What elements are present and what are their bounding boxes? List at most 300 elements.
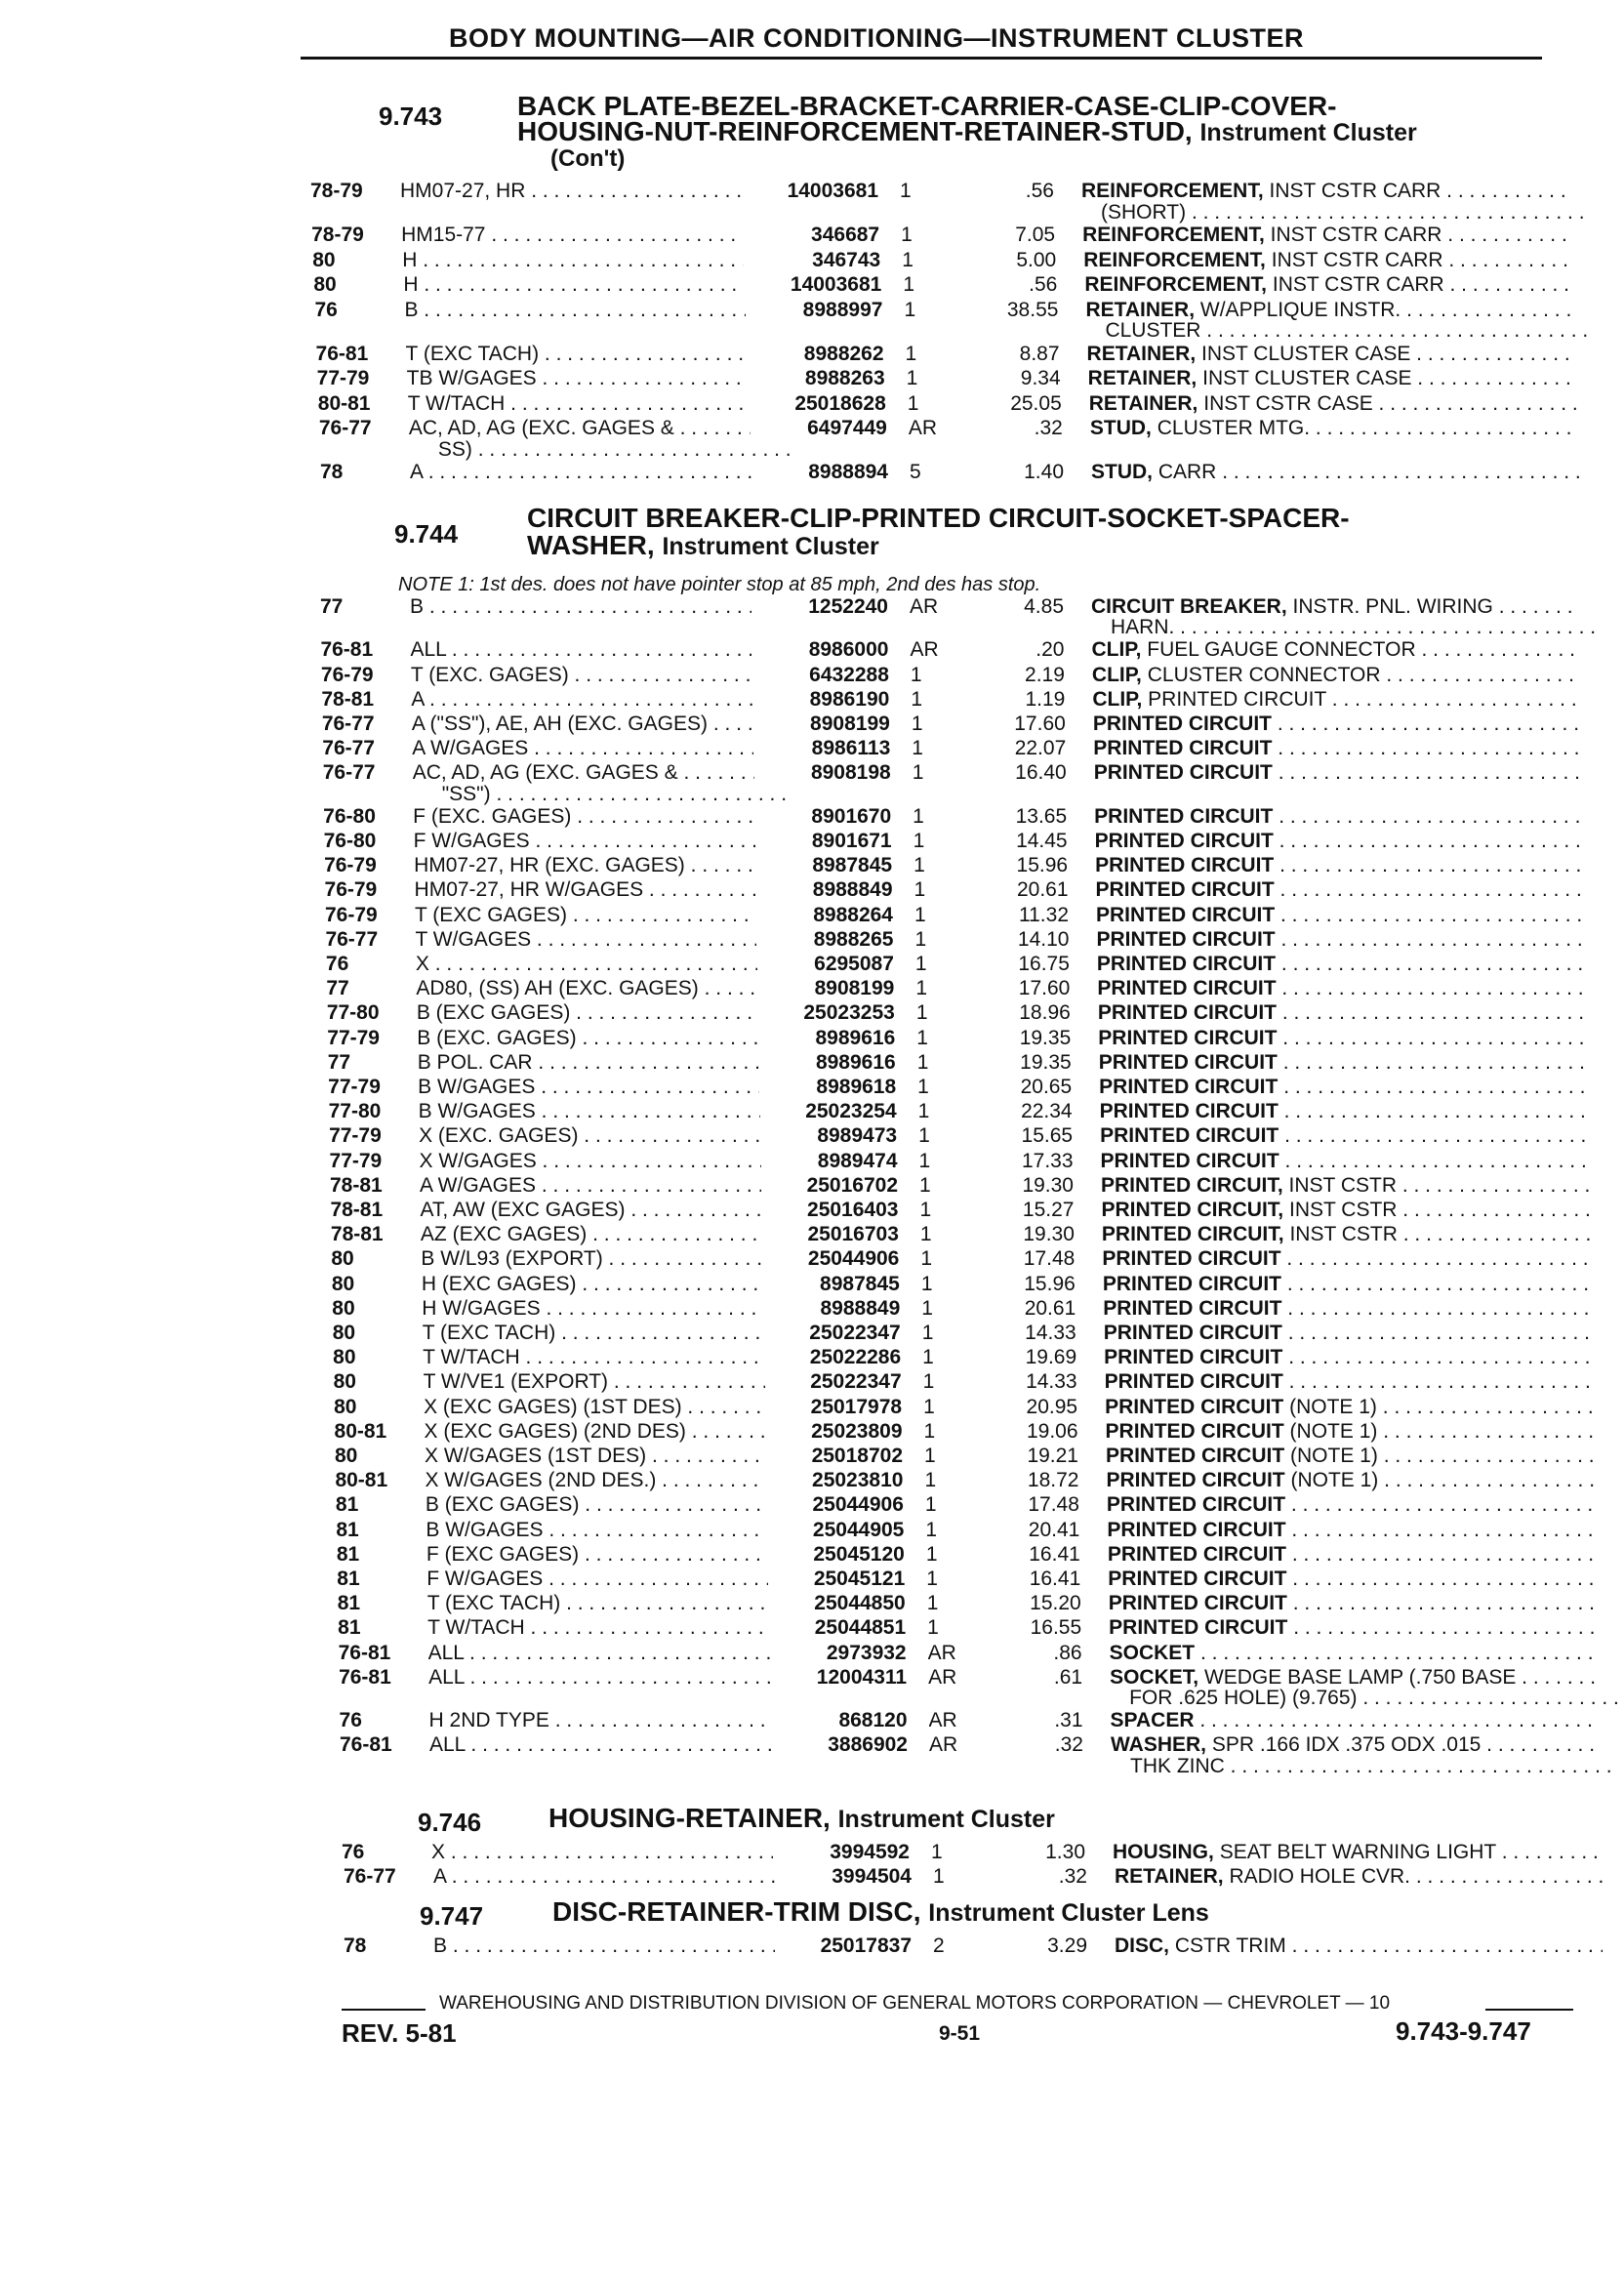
quantity-cell: 1 [914, 927, 927, 951]
price-cell: 19.06 [1026, 1419, 1078, 1443]
year-cell: 77-79 [327, 1026, 380, 1049]
description-main: PRINTED CIRCUIT [1109, 1616, 1288, 1640]
table-row [20, 1199, 1624, 1224]
footer-text: WAREHOUSING AND DISTRIBUTION DIVISION OF GENERAL MOTORS CORPORATION — CHEVROLET — 10 [439, 1993, 1391, 2014]
price-cell: 8.87 [1019, 342, 1060, 365]
table-row [12, 737, 1624, 762]
part-number-cell: 8988264 [756, 904, 893, 927]
description-cell [1106, 1469, 1594, 1492]
description-cell [1092, 664, 1580, 687]
year-cell: 77-79 [329, 1124, 382, 1148]
part-number-cell: 25022286 [764, 1346, 901, 1369]
part-number-cell: 25022347 [765, 1370, 902, 1394]
description-detail [1291, 1493, 1595, 1516]
model-cell: B . . . [404, 299, 755, 322]
table-row-continuation [9, 438, 1624, 464]
description-cell [1099, 1076, 1587, 1099]
part-number-cell: 25023809 [766, 1420, 903, 1444]
table-row [17, 1001, 1624, 1027]
part-number-cell: 8986190 [752, 688, 889, 712]
description-main: WASHER, [1111, 1733, 1207, 1757]
description-detail: (NOTE 1) . . . [1290, 1420, 1594, 1443]
quantity-cell: AR [910, 595, 939, 618]
quantity-cell: 1 [914, 953, 927, 975]
description-detail [1282, 1027, 1586, 1049]
table-row [24, 1469, 1624, 1494]
year-cell: 80 [333, 1346, 356, 1369]
part-number-cell: 25044905 [767, 1519, 904, 1542]
year-cell: 80 [335, 1445, 358, 1467]
quantity-cell: AR [928, 1665, 957, 1689]
part-number-cell: 8988997 [746, 299, 882, 322]
quantity-cell: 1 [911, 687, 923, 711]
part-number-cell: 8989474 [761, 1150, 898, 1173]
description-detail: W/APPLIQUE INSTR. . . . [1200, 299, 1574, 321]
section-title-line: HOUSING-NUT-REINFORCEMENT-RETAINER-STUD, Instrument Cluster [517, 116, 1417, 146]
model-cell: B (EXC. GAGES) . . . [417, 1027, 768, 1050]
price-cell: 17.48 [1028, 1493, 1079, 1517]
model-cell: X . . . [416, 953, 767, 976]
part-number-cell: 25018702 [766, 1445, 903, 1468]
year-cell: 76-80 [323, 804, 376, 828]
description-detail: CLUSTER MTG. . . . [1157, 417, 1578, 439]
quantity-cell: 1 [920, 1247, 933, 1271]
description-main: PRINTED CIRCUIT [1108, 1568, 1287, 1590]
table-row [7, 367, 1624, 392]
description-main: RETAINER, [1115, 1865, 1224, 1888]
description-cell [1101, 1150, 1589, 1173]
description-main: PRINTED CIRCUIT [1097, 977, 1277, 1000]
model-cell: X (EXC. GAGES) . . . [419, 1124, 770, 1148]
description-detail: WEDGE BASE LAMP (.750 BASE . . . [1204, 1666, 1598, 1689]
description-cell [1098, 1027, 1586, 1050]
description-cell [1102, 1223, 1590, 1246]
price-cell: 3.29 [1047, 1934, 1087, 1957]
price-cell: 19.30 [1023, 1223, 1075, 1246]
quantity-cell: 1 [925, 1518, 938, 1541]
description-main: SOCKET, [1110, 1665, 1199, 1689]
description-cell [1096, 904, 1584, 927]
description-main: REINFORCEMENT, [1084, 273, 1268, 296]
quantity-cell: 5 [910, 461, 921, 483]
description-detail [1292, 1568, 1596, 1590]
year-cell: 76-79 [324, 878, 378, 902]
model-cell: T (EXC TACH) . . . [406, 343, 757, 366]
price-cell: 15.27 [1022, 1199, 1075, 1221]
description-cell [1115, 1934, 1603, 1958]
quantity-cell: 1 [902, 248, 914, 271]
year-cell: 76-79 [320, 663, 374, 686]
price-cell: 5.00 [1016, 248, 1057, 271]
description-detail [1279, 805, 1582, 828]
description-cell [1091, 638, 1579, 662]
year-cell: 80-81 [335, 1469, 388, 1492]
model-cell: AZ (EXC GAGES) . . . [421, 1223, 772, 1246]
table-row [3, 273, 1624, 299]
description-detail [1278, 712, 1581, 735]
description-cell [1083, 249, 1571, 272]
description-detail: FUEL GAUGE CONNECTOR . . . [1147, 638, 1579, 661]
quantity-cell: 1 [922, 1370, 935, 1394]
description-detail [1291, 1519, 1595, 1541]
price-cell: 17.48 [1023, 1247, 1076, 1271]
description-continued [1130, 1755, 1618, 1778]
description-main: PRINTED CIRCUIT [1094, 830, 1274, 852]
price-cell: 18.96 [1019, 1001, 1071, 1025]
part-number-cell: 8908198 [754, 761, 891, 785]
description-main: PRINTED CIRCUIT [1094, 804, 1274, 828]
price-cell: 20.61 [1016, 878, 1069, 902]
model-cell: H . . . [402, 249, 753, 272]
description-cell [1111, 1709, 1599, 1732]
part-number-cell: 8988849 [756, 878, 893, 902]
description-continued [1111, 616, 1599, 639]
description-main: PRINTED CIRCUIT, [1101, 1173, 1283, 1197]
description-cell [1103, 1273, 1591, 1296]
part-number-cell: 8986113 [753, 737, 890, 760]
quantity-cell: 1 [918, 1124, 930, 1148]
table-row [18, 1076, 1624, 1101]
model-cell: H 2ND TYPE . . . [429, 1709, 781, 1732]
part-number-cell: 25016403 [761, 1199, 898, 1222]
price-cell: .56 [1025, 180, 1054, 202]
model-cell: T (EXC GAGES) . . . [415, 904, 766, 927]
price-cell: .86 [1053, 1641, 1082, 1664]
quantity-cell: 1 [900, 180, 912, 202]
description-cell [1097, 953, 1585, 976]
table-row-continuation [4, 319, 1624, 345]
table-row [27, 1592, 1624, 1617]
part-number-cell: 8908199 [753, 712, 890, 736]
description-main: CLIP, [1091, 638, 1142, 662]
description-cell [1108, 1568, 1596, 1591]
description-cell [1106, 1445, 1594, 1468]
table-row-continuation [0, 201, 1624, 226]
model-cell: A . . . [433, 1865, 785, 1889]
description-detail [1284, 1124, 1588, 1147]
table-row [13, 805, 1624, 831]
year-cell: 76-77 [321, 712, 375, 735]
footer-rule [1485, 2009, 1573, 2011]
quantity-cell: 1 [922, 1346, 934, 1369]
price-cell: 14.45 [1016, 830, 1068, 852]
description-cell [1103, 1297, 1591, 1321]
description-main: DISC, [1115, 1934, 1170, 1957]
description-main: PRINTED CIRCUIT [1098, 1050, 1278, 1074]
quantity-cell: 1 [911, 712, 923, 735]
part-number-cell: 25022347 [764, 1322, 901, 1345]
price-cell: 19.35 [1020, 1050, 1072, 1074]
year-cell: 76-77 [322, 761, 376, 785]
model-cell: H W/GAGES . . . [422, 1297, 773, 1321]
table-row [15, 878, 1624, 904]
year-cell: 81 [336, 1518, 359, 1541]
description-detail [1281, 953, 1585, 975]
part-number-cell: 25016702 [761, 1174, 898, 1198]
description-detail [1200, 1642, 1598, 1664]
model-cell: B W/GAGES . . . [426, 1519, 777, 1542]
quantity-cell: 1 [914, 903, 926, 926]
description-main: PRINTED CIRCUIT [1093, 761, 1273, 785]
footer-rule [342, 2009, 426, 2011]
part-number-cell: 25017837 [775, 1934, 912, 1958]
quantity-cell: 1 [913, 830, 925, 852]
part-number-cell: 8987845 [755, 854, 892, 877]
model-cell: F W/GAGES . . . [426, 1568, 778, 1591]
price-cell: 20.95 [1026, 1395, 1078, 1418]
part-number-cell: 25045121 [768, 1568, 905, 1591]
price-cell: 1.40 [1024, 461, 1064, 483]
table-row [23, 1370, 1624, 1396]
table-row [14, 854, 1624, 879]
description-detail: INST CSTR CARR . . . [1272, 249, 1571, 271]
table-row [1, 224, 1624, 249]
quantity-cell: 1 [912, 737, 923, 760]
description-main: PRINTED CIRCUIT [1103, 1296, 1282, 1320]
description-main: PRINTED CIRCUIT [1096, 953, 1277, 975]
part-number-cell: 25044906 [767, 1493, 904, 1517]
model-cell: T W/TACH . . . [408, 392, 759, 416]
description-detail: CLUSTER CONNECTOR . . . [1148, 664, 1580, 686]
description-main: PRINTED CIRCUIT [1105, 1419, 1284, 1443]
description-detail [1282, 1001, 1586, 1024]
quantity-cell: 1 [914, 878, 926, 902]
price-cell: 16.75 [1018, 953, 1070, 975]
part-number-cell: 6497449 [751, 417, 887, 440]
description-cell [1099, 1051, 1587, 1075]
table-row [6, 343, 1624, 368]
model-cell: T W/TACH . . . [427, 1616, 779, 1640]
quantity-cell: 1 [926, 1568, 938, 1590]
part-number-cell: 8989618 [759, 1076, 896, 1099]
part-number-cell: 3886902 [771, 1733, 908, 1757]
model-cell: A ("SS"), AE, AH (EXC. GAGES) . . . [412, 712, 763, 736]
model-cell-continued: "SS") . . . [442, 783, 793, 806]
part-number-cell: 8988849 [763, 1297, 900, 1321]
description-cell [1102, 1247, 1590, 1271]
model-cell-continued: SS) . . . [438, 438, 790, 462]
description-detail [1283, 1076, 1587, 1098]
revision-label: REV. 5-81 [342, 2018, 457, 2048]
price-cell: 19.35 [1019, 1026, 1072, 1049]
description-detail [1287, 1297, 1591, 1320]
description-continued-text: THK ZINC . . . [1130, 1755, 1618, 1777]
table-row [33, 1865, 1624, 1891]
description-continued [1105, 319, 1593, 343]
description-cell [1110, 1642, 1598, 1665]
description-continued-text: FOR .625 HOLE) (9.765) . . . [1129, 1687, 1617, 1709]
description-main: PRINTED CIRCUIT [1100, 1124, 1279, 1148]
part-number-cell: 8988263 [749, 367, 885, 390]
price-cell: 9.34 [1020, 367, 1061, 389]
description-main: PRINTED CIRCUIT [1105, 1395, 1284, 1418]
description-detail: (NOTE 1) . . . [1290, 1469, 1594, 1491]
model-cell: X (EXC GAGES) (2ND DES) . . . [425, 1420, 776, 1444]
description-cell [1101, 1199, 1589, 1222]
description-detail: INST CSTR CARR . . . [1271, 224, 1570, 246]
part-number-cell: 8988894 [751, 461, 888, 484]
year-cell: 77 [320, 595, 344, 618]
year-cell: 81 [335, 1493, 359, 1517]
part-number-cell: 14003681 [742, 180, 878, 203]
price-cell: .32 [1034, 417, 1063, 439]
year-cell: 76 [342, 1841, 365, 1863]
description-main: PRINTED CIRCUIT [1106, 1493, 1286, 1517]
table-row [8, 392, 1624, 418]
price-cell: 2.19 [1025, 663, 1065, 686]
description-cell [1081, 180, 1569, 203]
table-row-continuation [29, 1755, 1624, 1780]
year-cell: 76 [314, 298, 338, 321]
description-main: PRINTED CIRCUIT [1098, 1026, 1278, 1049]
model-cell: TB W/GAGES . . . [407, 367, 758, 390]
table-row [18, 1051, 1624, 1077]
year-cell: 77-79 [316, 367, 370, 389]
part-number-cell: 3994592 [773, 1841, 910, 1864]
part-number-cell: 25023253 [758, 1001, 895, 1025]
year-cell: 77 [327, 1050, 351, 1074]
part-number-cell: 8986000 [751, 638, 888, 662]
price-cell: 15.20 [1030, 1592, 1081, 1615]
model-cell: B POL. CAR . . . [418, 1051, 769, 1075]
quantity-cell: 1 [920, 1272, 933, 1295]
price-cell: 13.65 [1015, 804, 1068, 828]
description-cell [1096, 878, 1584, 902]
table-row [23, 1396, 1624, 1421]
description-cell [1105, 1396, 1593, 1419]
section-title-line: HOUSING-RETAINER, Instrument Cluster [548, 1803, 1055, 1833]
model-cell: T W/GAGES . . . [415, 928, 766, 952]
description-cell [1115, 1865, 1603, 1889]
table-row-continuation [13, 783, 1624, 808]
description-cell [1087, 343, 1575, 366]
quantity-cell: 1 [921, 1322, 934, 1344]
year-cell: 81 [338, 1616, 361, 1640]
section-range: 9.743-9.747 [1396, 2016, 1531, 2046]
description-detail [1292, 1543, 1596, 1566]
part-number-cell: 8908199 [757, 977, 894, 1000]
description-detail: CARR . . . [1158, 461, 1579, 483]
year-cell: 78-81 [330, 1223, 384, 1246]
description-cell [1106, 1420, 1594, 1444]
quantity-cell: 1 [907, 391, 919, 415]
table-row [20, 1247, 1624, 1273]
description-cell [1104, 1322, 1592, 1345]
quantity-cell: 1 [933, 1865, 945, 1888]
table-row-continuation [28, 1687, 1624, 1712]
table-row [26, 1543, 1624, 1568]
price-cell: 15.96 [1016, 854, 1069, 877]
description-main: REINFORCEMENT, [1082, 224, 1265, 246]
description-cell [1100, 1124, 1588, 1148]
quantity-cell: 1 [919, 1223, 932, 1246]
year-cell: 77-79 [329, 1149, 383, 1172]
year-cell: 77-79 [328, 1076, 381, 1098]
model-cell: B (EXC GAGES) . . . [417, 1001, 768, 1025]
description-main: PRINTED CIRCUIT [1106, 1469, 1285, 1492]
description-detail [1278, 737, 1581, 759]
model-cell: X (EXC GAGES) (1ST DES) . . . [424, 1396, 775, 1419]
description-main: PRINTED CIRCUIT [1095, 854, 1275, 877]
quantity-cell: 1 [925, 1542, 938, 1566]
description-cell [1088, 367, 1576, 390]
description-main: PRINTED CIRCUIT [1100, 1149, 1279, 1172]
description-main: PRINTED CIRCUIT [1093, 737, 1273, 760]
price-cell: 16.40 [1015, 761, 1067, 785]
part-number-cell: 25016703 [762, 1223, 899, 1246]
model-cell: AT, AW (EXC GAGES) . . . [420, 1199, 771, 1222]
model-cell: T (EXC. GAGES) . . . [411, 664, 762, 687]
description-cell [1093, 737, 1581, 760]
description-detail [1283, 1051, 1587, 1074]
description-main: CLIP, [1091, 663, 1142, 686]
part-number-cell: 3994504 [775, 1865, 912, 1889]
quantity-cell: 1 [901, 224, 913, 246]
description-main: PRINTED CIRCUIT, [1101, 1223, 1284, 1246]
description-main: RETAINER, [1086, 342, 1197, 365]
description-detail: RADIO HOLE CVR. . . . [1229, 1865, 1603, 1888]
model-cell: B W/L93 (EXPORT) . . . [421, 1247, 772, 1271]
model-cell: ALL . . . [429, 1733, 781, 1757]
table-row [22, 1346, 1624, 1371]
year-cell: 78-81 [321, 687, 375, 711]
description-main: PRINTED CIRCUIT [1102, 1247, 1281, 1271]
part-number-cell: 868120 [771, 1709, 908, 1732]
description-continued-text: HARN. . . . [1111, 616, 1596, 638]
description-detail: INST CSTR CARR . . . [1273, 273, 1572, 296]
table-row [15, 928, 1624, 954]
quantity-cell: 2 [933, 1934, 945, 1957]
table-row [10, 461, 1624, 486]
description-main: PRINTED CIRCUIT [1099, 1076, 1279, 1098]
year-cell: 77-80 [326, 1001, 380, 1025]
year-cell: 81 [337, 1592, 361, 1615]
year-cell: 77-80 [328, 1100, 382, 1123]
section-title-line: (Con't) [550, 145, 626, 172]
section-title-line: CIRCUIT BREAKER-CLIP-PRINTED CIRCUIT-SOCKET-SPACER- [527, 503, 1350, 533]
model-cell: F (EXC. GAGES) . . . [413, 805, 764, 829]
price-cell: 17.60 [1018, 977, 1071, 1000]
quantity-cell: AR [927, 1641, 956, 1664]
quantity-cell: 1 [924, 1445, 936, 1467]
model-cell: AC, AD, AG (EXC. GAGES & . . . [413, 761, 764, 785]
description-detail [1288, 1346, 1592, 1368]
table-row [29, 1709, 1624, 1734]
table-row [16, 953, 1624, 978]
quantity-cell: 1 [919, 1173, 931, 1197]
year-cell: 80 [313, 273, 337, 296]
section-number: 9.747 [420, 1901, 484, 1931]
description-main: PRINTED CIRCUIT [1104, 1346, 1283, 1369]
description-cell [1100, 1100, 1588, 1123]
year-cell: 80-81 [317, 391, 371, 415]
description-detail: INST CSTR . . . [1289, 1174, 1589, 1197]
year-cell: 76-81 [340, 1733, 392, 1757]
description-detail: (NOTE 1) . . . [1290, 1445, 1594, 1467]
description-main: PRINTED CIRCUIT [1104, 1370, 1283, 1394]
price-cell: 19.30 [1022, 1173, 1074, 1197]
description-detail: INST CSTR . . . [1289, 1199, 1589, 1221]
year-cell: 76-81 [338, 1641, 391, 1664]
price-cell: 18.72 [1027, 1469, 1079, 1492]
description-detail [1199, 1709, 1598, 1731]
description-main: CIRCUIT BREAKER, [1091, 595, 1287, 618]
model-cell: H . . . [403, 273, 754, 297]
description-detail: (NOTE 1) . . . [1289, 1396, 1593, 1418]
price-cell: .56 [1029, 273, 1058, 296]
model-cell: F (EXC GAGES) . . . [426, 1543, 778, 1567]
description-detail: INST CLUSTER CASE . . . [1201, 343, 1575, 365]
